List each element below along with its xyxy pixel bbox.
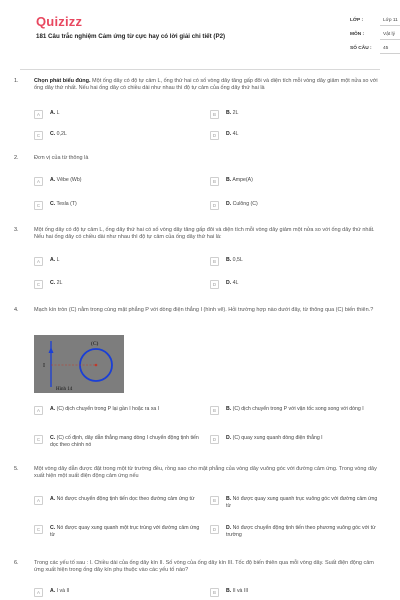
question-text bbox=[34, 227, 384, 242]
option-letter-box: B bbox=[210, 110, 219, 119]
option-b[interactable] bbox=[210, 587, 385, 599]
option-d[interactable] bbox=[210, 200, 385, 212]
option-b[interactable] bbox=[210, 176, 385, 188]
question-text-bold: Chọn phát biểu đúng. bbox=[34, 78, 91, 84]
option-letter-box: C bbox=[34, 131, 43, 140]
question-number: 4. bbox=[14, 307, 19, 313]
option-text: D. Nó được chuyển động tịnh tiến theo phương vuông góc với từ trường bbox=[226, 525, 376, 539]
option-text: B. 0,5L bbox=[226, 257, 243, 263]
option-d[interactable] bbox=[210, 434, 385, 456]
option-a[interactable] bbox=[34, 256, 209, 268]
question-number: 1. bbox=[14, 78, 19, 84]
circuit-diagram bbox=[34, 335, 124, 393]
option-text: B. Ampe(A) bbox=[226, 177, 253, 183]
option-text: C. 2L bbox=[50, 280, 63, 286]
question-3 bbox=[14, 227, 384, 293]
option-d[interactable] bbox=[210, 279, 385, 291]
option-b[interactable] bbox=[210, 256, 385, 268]
circle-label: (C) bbox=[91, 341, 99, 347]
option-letter-box: C bbox=[34, 435, 43, 444]
option-text: A. I và II bbox=[50, 588, 70, 594]
option-b[interactable] bbox=[210, 495, 385, 517]
meta-row-class bbox=[350, 18, 400, 30]
option-text: A. Vêbe (Wb) bbox=[50, 177, 82, 183]
option-letter-box: A bbox=[34, 257, 43, 266]
option-letter-box: A bbox=[34, 588, 43, 597]
option-letter-box: D bbox=[210, 525, 219, 534]
option-text: C. Tesla (T) bbox=[50, 201, 77, 207]
question-text-body: Một ống dây có độ tự cảm L, ống dây thứ hai có số vòng dây tăng gấp đôi và diện tích mỗi vòng dây giảm một nửa so với ống dây thứ nhất. Nếu hai ống dây có chiều dài như nhau thì độ tự cảm của ống dây thứ hai là: bbox=[34, 227, 375, 241]
option-text: B. Nó được quay xung quanh trục vuông góc với đường cảm ứng từ bbox=[226, 496, 378, 510]
meta-label: LỚP : bbox=[350, 18, 364, 23]
option-text: C. 0,2L bbox=[50, 131, 67, 137]
question-6 bbox=[14, 560, 384, 600]
divider bbox=[380, 25, 400, 26]
figure-caption: Hình 14 bbox=[56, 387, 73, 392]
question-text bbox=[34, 78, 384, 93]
option-letter-box: C bbox=[34, 525, 43, 534]
option-text: A. L bbox=[50, 110, 60, 116]
document-title: 181 Câu trắc nghiệm Cảm ứng từ cực hay có lời giải chi tiết (P2) bbox=[36, 33, 226, 40]
option-letter-box: D bbox=[210, 131, 219, 140]
meta-value: Vật lý bbox=[383, 32, 395, 37]
question-text-body: Đơn vị của từ thông là bbox=[34, 155, 89, 161]
option-letter-box: A bbox=[34, 406, 43, 415]
quizizz-logo: Quizizz bbox=[36, 14, 83, 29]
question-text bbox=[34, 155, 384, 162]
option-a[interactable] bbox=[34, 176, 209, 188]
question-text-body: Mạch kín tròn (C) nằm trong cùng mặt phẳng P với dòng điện thẳng I (hình vẽ). Hỏi trường hợp nào dưới đây, từ thông qua (C) biến thiên.? bbox=[34, 307, 374, 313]
option-text: A. (C) dịch chuyển trong P lại gần I hoặc ra xa I bbox=[50, 406, 160, 412]
option-a[interactable] bbox=[34, 109, 209, 121]
option-d[interactable] bbox=[210, 130, 385, 142]
option-text: C. Nó được quay xung quanh một trục trùng với đường cảm ứng từ bbox=[50, 525, 200, 539]
option-letter-box: B bbox=[210, 588, 219, 597]
option-letter-box: D bbox=[210, 435, 219, 444]
option-text: D. 4L bbox=[226, 280, 239, 286]
option-letter-box: D bbox=[210, 201, 219, 210]
question-number: 3. bbox=[14, 227, 19, 233]
option-letter-box: C bbox=[34, 201, 43, 210]
question-number: 6. bbox=[14, 560, 19, 566]
question-number: 2. bbox=[14, 155, 19, 161]
question-4 bbox=[14, 307, 384, 457]
divider bbox=[380, 53, 400, 54]
document-header bbox=[20, 0, 398, 70]
option-letter-box: B bbox=[210, 177, 219, 186]
option-letter-box: A bbox=[34, 177, 43, 186]
option-letter-box: C bbox=[34, 280, 43, 289]
option-c[interactable] bbox=[34, 524, 209, 546]
option-letter-box: B bbox=[210, 496, 219, 505]
option-c[interactable] bbox=[34, 130, 209, 142]
question-number: 5. bbox=[14, 466, 19, 472]
option-text: B. 2L bbox=[226, 110, 239, 116]
option-a[interactable] bbox=[34, 495, 209, 517]
meta-row-subject bbox=[350, 32, 400, 44]
option-b[interactable] bbox=[210, 109, 385, 121]
option-text: D. 4L bbox=[226, 131, 239, 137]
option-text: C. (C) cố định, dây dẫn thẳng mang dòng I chuyển động tịnh tiến dọc theo chính nó bbox=[50, 435, 199, 449]
option-c[interactable] bbox=[34, 279, 209, 291]
question-2 bbox=[14, 155, 384, 217]
option-d[interactable] bbox=[210, 524, 385, 546]
option-text: D. (C) quay xung quanh dòng điện thẳng I bbox=[226, 435, 323, 441]
option-letter-box: D bbox=[210, 280, 219, 289]
option-letter-box: B bbox=[210, 406, 219, 415]
option-text: B. (C) dịch chuyển trong P với vận tốc song song với dòng I bbox=[226, 406, 364, 412]
question-text-body: Một vòng dây dẫn được đặt trong một từ trường đều, rồng sao cho mặt phẳng của vòng dây vuông góc với đường cảm ứng. Trong vòng dây xuất hiện một suất điện động cảm ứng nếu bbox=[34, 466, 377, 480]
option-c[interactable] bbox=[34, 434, 209, 456]
question-text bbox=[34, 307, 384, 314]
option-text: A. Nó được chuyển động tịnh tiến dọc theo đường cảm ứng từ bbox=[50, 496, 195, 502]
meta-value: 45 bbox=[383, 46, 389, 51]
figure-hinh-14 bbox=[34, 335, 124, 393]
option-a[interactable] bbox=[34, 587, 209, 599]
meta-label: MÔN : bbox=[350, 32, 365, 37]
option-b[interactable] bbox=[210, 405, 385, 427]
option-text: B. II và III bbox=[226, 588, 249, 594]
option-letter-box: A bbox=[34, 110, 43, 119]
divider bbox=[380, 39, 400, 40]
question-text bbox=[34, 466, 384, 481]
question-5 bbox=[14, 466, 384, 551]
meta-value: Lớp 11 bbox=[383, 18, 398, 23]
option-letter-box: A bbox=[34, 496, 43, 505]
option-text: D. Culông (C) bbox=[226, 201, 258, 207]
question-text-body: Trong các yếu tố sau : I. Chiều dài của ống dây kín II. Số vòng của ống dây kín III. Tốc độ biến thiên qua mỗi vòng dây. Suất điện động cảm ứng xuất hiện trong ống dây kín phụ thuộc vào các yếu tố nào? bbox=[34, 560, 374, 574]
question-1 bbox=[14, 78, 384, 148]
option-letter-box: B bbox=[210, 257, 219, 266]
question-text-body: Một ống dây có độ tự cảm L, ống thứ hai có số vòng dây tăng gấp đôi và diện tích mỗi vòng dây giảm một nửa so với ống dây thứ nhất. Nếu hai ống dây có chiều dài như nhau thì độ tự cảm của ống dây thứ hai là bbox=[34, 78, 378, 92]
meta-label: SỐ CÂU : bbox=[350, 46, 372, 51]
option-a[interactable] bbox=[34, 405, 209, 427]
loop-center bbox=[95, 364, 98, 367]
question-text bbox=[34, 560, 384, 575]
option-c[interactable] bbox=[34, 200, 209, 212]
current-label: I bbox=[43, 363, 45, 369]
option-text: A. L bbox=[50, 257, 60, 263]
meta-row-count bbox=[350, 46, 400, 58]
